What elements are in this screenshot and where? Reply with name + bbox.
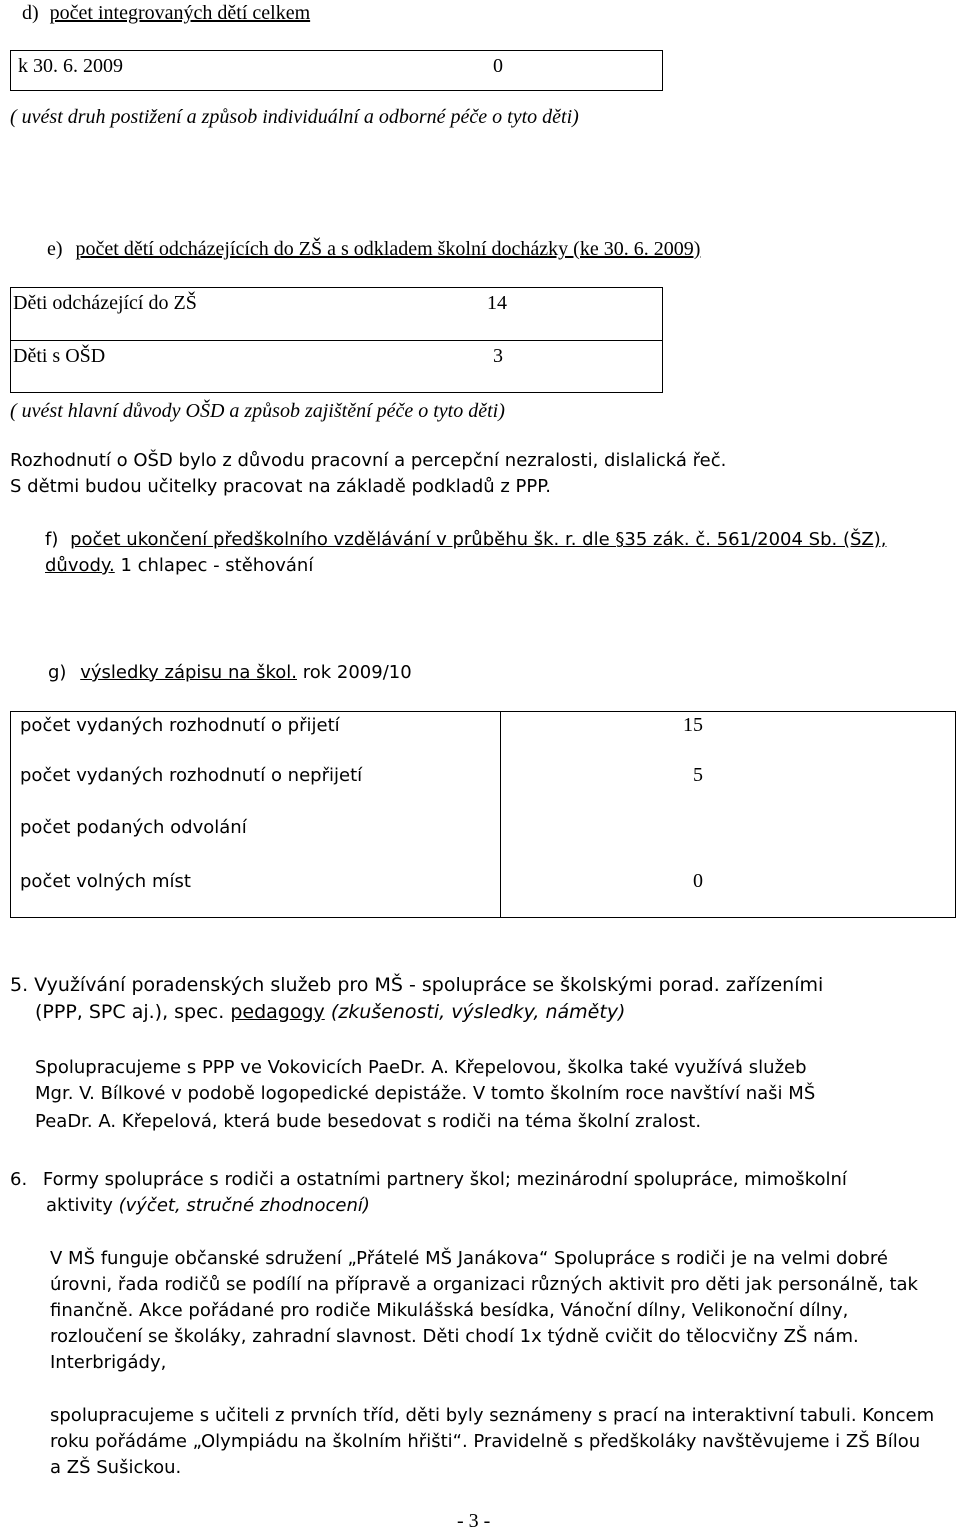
section-f-reason-label: důvody. <box>45 555 115 576</box>
section-e-title: počet dětí odcházejících do ZŠ a s odkladem školní docházky (ke 30. 6. 2009) <box>75 238 701 260</box>
section-e-row-label: Děti s OŠD <box>13 345 106 367</box>
section-f-title: počet ukončení předškolního vzdělávání v průběhu šk. r. dle §35 zák. č. 561/2004 Sb. (ŠZ), <box>70 529 887 550</box>
section-6-text: a ZŠ Sušickou. <box>50 1457 182 1478</box>
section-g-row-label: počet podaných odvolání <box>20 817 247 838</box>
page-number: - 3 - <box>457 1510 491 1532</box>
section-6-heading-part: (výčet, stručné zhodnocení) <box>118 1195 370 1216</box>
section-e-prefix: e) <box>47 238 63 260</box>
section-5-text: Spolupracujeme s PPP ve Vokovicích PaeDr. A. Křepelovou, školka také využívá služeb <box>35 1057 807 1078</box>
section-g-row-value: 15 <box>683 714 703 736</box>
section-d-prefix: d) <box>22 2 39 24</box>
section-6-text: úrovni, řada rodičů se podílí na přípravě a organizaci různých aktivit pro děti jak personálně, tak <box>50 1274 918 1295</box>
section-6-heading-text: Formy spolupráce s rodiči a ostatními partnery škol; mezinárodní spolupráce, mimoškolní <box>42 1169 847 1190</box>
section-6-text: V MŠ funguje občanské sdružení „Přátelé MŠ Janákova“ Spolupráce s rodiči je na velmi dobré <box>50 1248 888 1269</box>
section-5-heading-part: (zkušenosti, výsledky, náměty) <box>324 1001 626 1023</box>
section-6-text: rozloučení se školáky, zahradní slavnost. Děti chodí 1x týdně cvičit do tělocvičny ZŠ nám. <box>50 1326 859 1347</box>
section-5-heading-part: (PPP, SPC aj.), spec. <box>35 1001 231 1023</box>
section-6-text: finančně. Akce pořádané pro rodiče Mikulášská besídka, Vánoční dílny, Velikonoční dílny, <box>50 1300 849 1321</box>
section-g-row-label: počet volných míst <box>20 871 191 892</box>
section-5-text: Mgr. V. Bílkové v podobě logopedické depistáže. V tomto školním roce navštíví naši MŠ <box>35 1083 816 1104</box>
section-6-heading-part: aktivity <box>46 1195 119 1216</box>
section-g-row-value: 5 <box>693 764 703 786</box>
section-f-prefix: f) <box>45 529 59 550</box>
section-6-heading <box>10 1170 847 1191</box>
section-d-row-value: 0 <box>493 55 503 77</box>
section-g-title-rest: rok 2009/10 <box>297 662 412 683</box>
section-d-heading <box>22 2 310 25</box>
section-5-heading: 5. Využívání poradenských služeb pro MŠ - spolupráce se školskými porad. zařízeními <box>10 974 824 996</box>
section-5-text: PeaDr. A. Křepelová, která bude besedovat s rodiči na téma školní zralost. <box>35 1111 702 1132</box>
section-e-row-value: 3 <box>493 345 503 367</box>
section-e-text: S dětmi budou učitelky pracovat na základě podkladů z PPP. <box>10 476 552 497</box>
section-g-row-label: počet vydaných rozhodnutí o přijetí <box>20 715 340 736</box>
section-5-heading-continued <box>35 1002 625 1024</box>
section-g-table-column-divider <box>500 711 501 918</box>
section-g-title: výsledky zápisu na škol. <box>80 662 297 683</box>
section-e-row-value: 14 <box>487 292 507 314</box>
section-f-heading <box>45 530 886 551</box>
section-d-row-label: k 30. 6. 2009 <box>18 55 123 77</box>
section-f-reason <box>45 556 313 577</box>
section-e-row-label: Děti odcházející do ZŠ <box>13 292 197 314</box>
section-d-note: ( uvést druh postižení a způsob individuální a odborné péče o tyto děti) <box>10 106 579 128</box>
section-e-text: Rozhodnutí o OŠD bylo z důvodu pracovní a percepční nezralosti, dislalická řeč. <box>10 450 727 471</box>
section-g-row-label: počet vydaných rozhodnutí o nepřijetí <box>20 765 363 786</box>
section-6-text: roku pořádáme „Olympiádu na školním hřišti“. Pravidelně s předškoláky navštěvujeme i ZŠ Bílou <box>50 1431 921 1452</box>
section-6-number: 6. <box>10 1169 28 1190</box>
section-f-reason-text: 1 chlapec - stěhování <box>114 555 314 576</box>
section-e-table-divider <box>10 340 663 341</box>
section-5-heading-part: pedagogy <box>230 1001 325 1023</box>
section-6-heading-continued <box>46 1196 370 1217</box>
section-d-title: počet integrovaných dětí celkem <box>49 2 311 24</box>
section-g-heading <box>48 663 412 684</box>
section-e-note: ( uvést hlavní důvody OŠD a způsob zajištění péče o tyto děti) <box>10 400 505 422</box>
section-6-text: Interbrigády, <box>50 1352 167 1373</box>
section-e-heading <box>47 238 700 261</box>
section-g-row-value: 0 <box>693 870 703 892</box>
section-g-prefix: g) <box>48 662 67 683</box>
section-6-text: spolupracujeme s učiteli z prvních tříd, děti byly seznámeny s prací na interaktivní tabuli. Koncem <box>50 1405 935 1426</box>
